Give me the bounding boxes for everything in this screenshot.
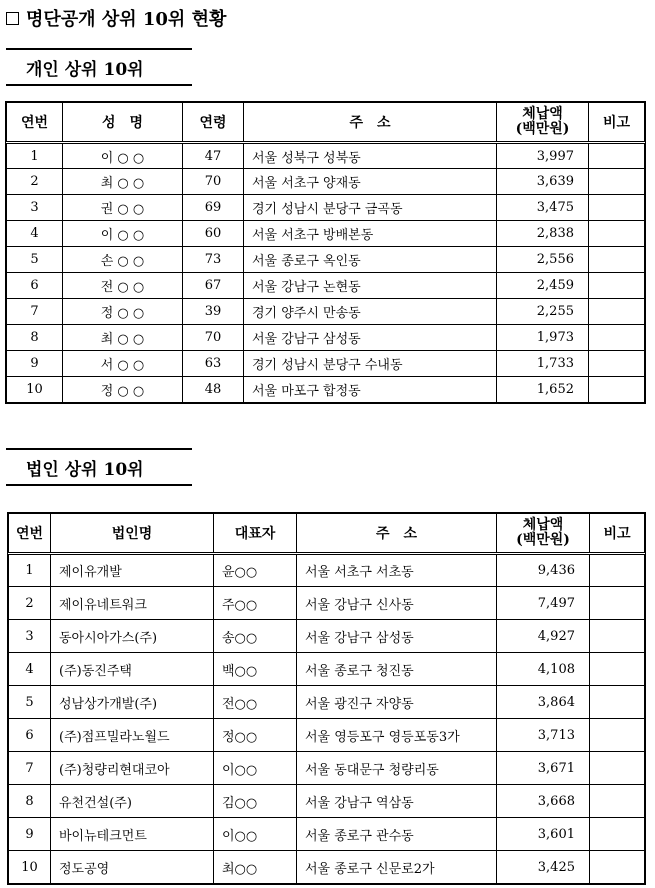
cell-no: 4 [7, 221, 63, 247]
cell-name: 정 ○ ○ [63, 299, 183, 325]
cell-note [589, 143, 645, 169]
cell-no: 7 [7, 299, 63, 325]
cell-amount: 1,652 [497, 377, 589, 403]
cell-age: 73 [183, 247, 244, 273]
table-row [9, 818, 645, 851]
cell-address: 서울 서초구 서초동 [297, 554, 497, 587]
corporate-table [8, 513, 645, 884]
table-row [9, 554, 645, 587]
cell-representative: 전○○ [214, 686, 297, 719]
table-row [9, 620, 645, 653]
cell-note [590, 719, 645, 752]
cell-note [589, 351, 645, 377]
cell-note [589, 273, 645, 299]
cell-no: 10 [7, 377, 63, 403]
cell-note [590, 587, 645, 620]
cell-amount: 7,497 [497, 587, 590, 620]
header-no: 연번 [7, 103, 63, 143]
individual-table [6, 102, 645, 403]
cell-no: 2 [7, 169, 63, 195]
cell-age: 69 [183, 195, 244, 221]
table-row [7, 351, 645, 377]
cell-corp-name: 동아시아가스(주) [51, 620, 214, 653]
table-row [7, 221, 645, 247]
cell-name: 이 ○ ○ [63, 221, 183, 247]
cell-note [590, 620, 645, 653]
cell-amount: 3,639 [497, 169, 589, 195]
header-representative: 대표자 [214, 514, 297, 554]
cell-representative: 송○○ [214, 620, 297, 653]
page-title [6, 6, 226, 30]
cell-no: 5 [7, 247, 63, 273]
header-amount-line1: 체납액 [522, 517, 564, 533]
cell-note [590, 818, 645, 851]
cell-address: 서울 강남구 역삼동 [297, 785, 497, 818]
cell-address: 서울 서초구 양재동 [244, 169, 497, 195]
header-no: 연번 [9, 514, 51, 554]
header-corp-name: 법인명 [51, 514, 214, 554]
cell-age: 60 [183, 221, 244, 247]
header-note: 비고 [590, 514, 645, 554]
table-row [7, 195, 645, 221]
cell-corp-name: 정도공영 [51, 851, 214, 884]
cell-no: 6 [9, 719, 51, 752]
cell-age: 70 [183, 325, 244, 351]
cell-note [590, 785, 645, 818]
cell-name: 최 ○ ○ [63, 169, 183, 195]
cell-address: 서울 서초구 방배본동 [244, 221, 497, 247]
cell-name: 이 ○ ○ [63, 143, 183, 169]
cell-no: 4 [9, 653, 51, 686]
cell-age: 70 [183, 169, 244, 195]
cell-representative: 주○○ [214, 587, 297, 620]
cell-amount: 1,733 [497, 351, 589, 377]
table-row [9, 719, 645, 752]
header-name: 성 명 [63, 103, 183, 143]
cell-no: 8 [7, 325, 63, 351]
cell-address: 경기 양주시 만송동 [244, 299, 497, 325]
table-row [7, 143, 645, 169]
cell-note [590, 752, 645, 785]
table-row [7, 247, 645, 273]
cell-corp-name: 제이유네트워크 [51, 587, 214, 620]
table-row [7, 377, 645, 403]
cell-age: 48 [183, 377, 244, 403]
cell-no: 1 [7, 143, 63, 169]
table-row [9, 686, 645, 719]
cell-note [589, 195, 645, 221]
cell-amount: 3,475 [497, 195, 589, 221]
table-row [7, 273, 645, 299]
cell-name: 권 ○ ○ [63, 195, 183, 221]
cell-address: 서울 강남구 삼성동 [297, 620, 497, 653]
cell-note [590, 653, 645, 686]
cell-amount: 3,601 [497, 818, 590, 851]
cell-address: 서울 강남구 논현동 [244, 273, 497, 299]
cell-amount: 2,556 [497, 247, 589, 273]
table-row [7, 299, 645, 325]
cell-address: 서울 강남구 신사동 [297, 587, 497, 620]
cell-no: 9 [9, 818, 51, 851]
table-row [9, 653, 645, 686]
cell-address: 서울 동대문구 청량리동 [297, 752, 497, 785]
cell-amount: 1,973 [497, 325, 589, 351]
cell-amount: 3,668 [497, 785, 590, 818]
cell-amount: 2,459 [497, 273, 589, 299]
table-row [7, 325, 645, 351]
cell-amount: 3,997 [497, 143, 589, 169]
table-row [9, 785, 645, 818]
table-row [9, 752, 645, 785]
cell-note [589, 247, 645, 273]
cell-amount: 3,425 [497, 851, 590, 884]
cell-address: 경기 성남시 분당구 금곡동 [244, 195, 497, 221]
cell-address: 서울 마포구 합정동 [244, 377, 497, 403]
individual-table-header [7, 103, 645, 143]
header-amount-line1: 체납액 [522, 106, 563, 122]
cell-no: 7 [9, 752, 51, 785]
cell-amount: 4,108 [497, 653, 590, 686]
cell-no: 1 [9, 554, 51, 587]
cell-no: 9 [7, 351, 63, 377]
cell-amount: 2,838 [497, 221, 589, 247]
header-amount [497, 514, 590, 554]
cell-note [590, 686, 645, 719]
cell-name: 최 ○ ○ [63, 325, 183, 351]
header-amount-line2: (백만원) [516, 532, 570, 548]
individual-section-title: 개인 상위 10위 [6, 48, 192, 86]
cell-representative: 김○○ [214, 785, 297, 818]
cell-note [589, 299, 645, 325]
header-amount [497, 103, 589, 143]
cell-corp-name: 유천건설(주) [51, 785, 214, 818]
cell-no: 8 [9, 785, 51, 818]
cell-corp-name: (주)점프밀라노월드 [51, 719, 214, 752]
cell-corp-name: (주)청량리현대코아 [51, 752, 214, 785]
table-row [7, 169, 645, 195]
cell-note [589, 377, 645, 403]
cell-note [589, 221, 645, 247]
cell-name: 정 ○ ○ [63, 377, 183, 403]
cell-representative: 이○○ [214, 818, 297, 851]
cell-representative: 정○○ [214, 719, 297, 752]
cell-amount: 3,864 [497, 686, 590, 719]
cell-no: 10 [9, 851, 51, 884]
cell-corp-name: 성남상가개발(주) [51, 686, 214, 719]
cell-no: 2 [9, 587, 51, 620]
cell-address: 경기 성남시 분당구 수내동 [244, 351, 497, 377]
cell-age: 39 [183, 299, 244, 325]
cell-note [590, 851, 645, 884]
cell-address: 서울 강남구 삼성동 [244, 325, 497, 351]
cell-representative: 이○○ [214, 752, 297, 785]
cell-corp-name: (주)동진주택 [51, 653, 214, 686]
cell-corp-name: 제이유개발 [51, 554, 214, 587]
cell-corp-name: 바이뉴테크먼트 [51, 818, 214, 851]
header-address: 주 소 [297, 514, 497, 554]
table-row [9, 587, 645, 620]
cell-address: 서울 성북구 성북동 [244, 143, 497, 169]
page-title-text: 명단공개 상위 10위 현황 [26, 9, 227, 30]
cell-amount: 3,713 [497, 719, 590, 752]
cell-age: 63 [183, 351, 244, 377]
cell-no: 6 [7, 273, 63, 299]
cell-note [590, 554, 645, 587]
cell-address: 서울 종로구 옥인동 [244, 247, 497, 273]
cell-age: 67 [183, 273, 244, 299]
cell-no: 5 [9, 686, 51, 719]
corporate-table-header [9, 514, 645, 554]
cell-address: 서울 종로구 청진동 [297, 653, 497, 686]
header-age: 연령 [183, 103, 244, 143]
checkbox-square-icon [6, 12, 19, 25]
cell-amount: 9,436 [497, 554, 590, 587]
table-row [9, 851, 645, 884]
cell-name: 손 ○ ○ [63, 247, 183, 273]
header-note: 비고 [589, 103, 645, 143]
cell-address: 서울 영등포구 영등포동3가 [297, 719, 497, 752]
cell-address: 서울 종로구 신문로2가 [297, 851, 497, 884]
corporate-section-title: 법인 상위 10위 [6, 448, 192, 486]
cell-note [589, 169, 645, 195]
cell-representative: 윤○○ [214, 554, 297, 587]
cell-note [589, 325, 645, 351]
cell-address: 서울 광진구 자양동 [297, 686, 497, 719]
cell-no: 3 [9, 620, 51, 653]
cell-age: 47 [183, 143, 244, 169]
cell-representative: 최○○ [214, 851, 297, 884]
cell-name: 전 ○ ○ [63, 273, 183, 299]
cell-no: 3 [7, 195, 63, 221]
header-amount-line2: (백만원) [515, 121, 570, 137]
cell-representative: 백○○ [214, 653, 297, 686]
cell-amount: 3,671 [497, 752, 590, 785]
cell-address: 서울 종로구 관수동 [297, 818, 497, 851]
cell-amount: 2,255 [497, 299, 589, 325]
cell-amount: 4,927 [497, 620, 590, 653]
cell-name: 서 ○ ○ [63, 351, 183, 377]
header-address: 주 소 [244, 103, 497, 143]
